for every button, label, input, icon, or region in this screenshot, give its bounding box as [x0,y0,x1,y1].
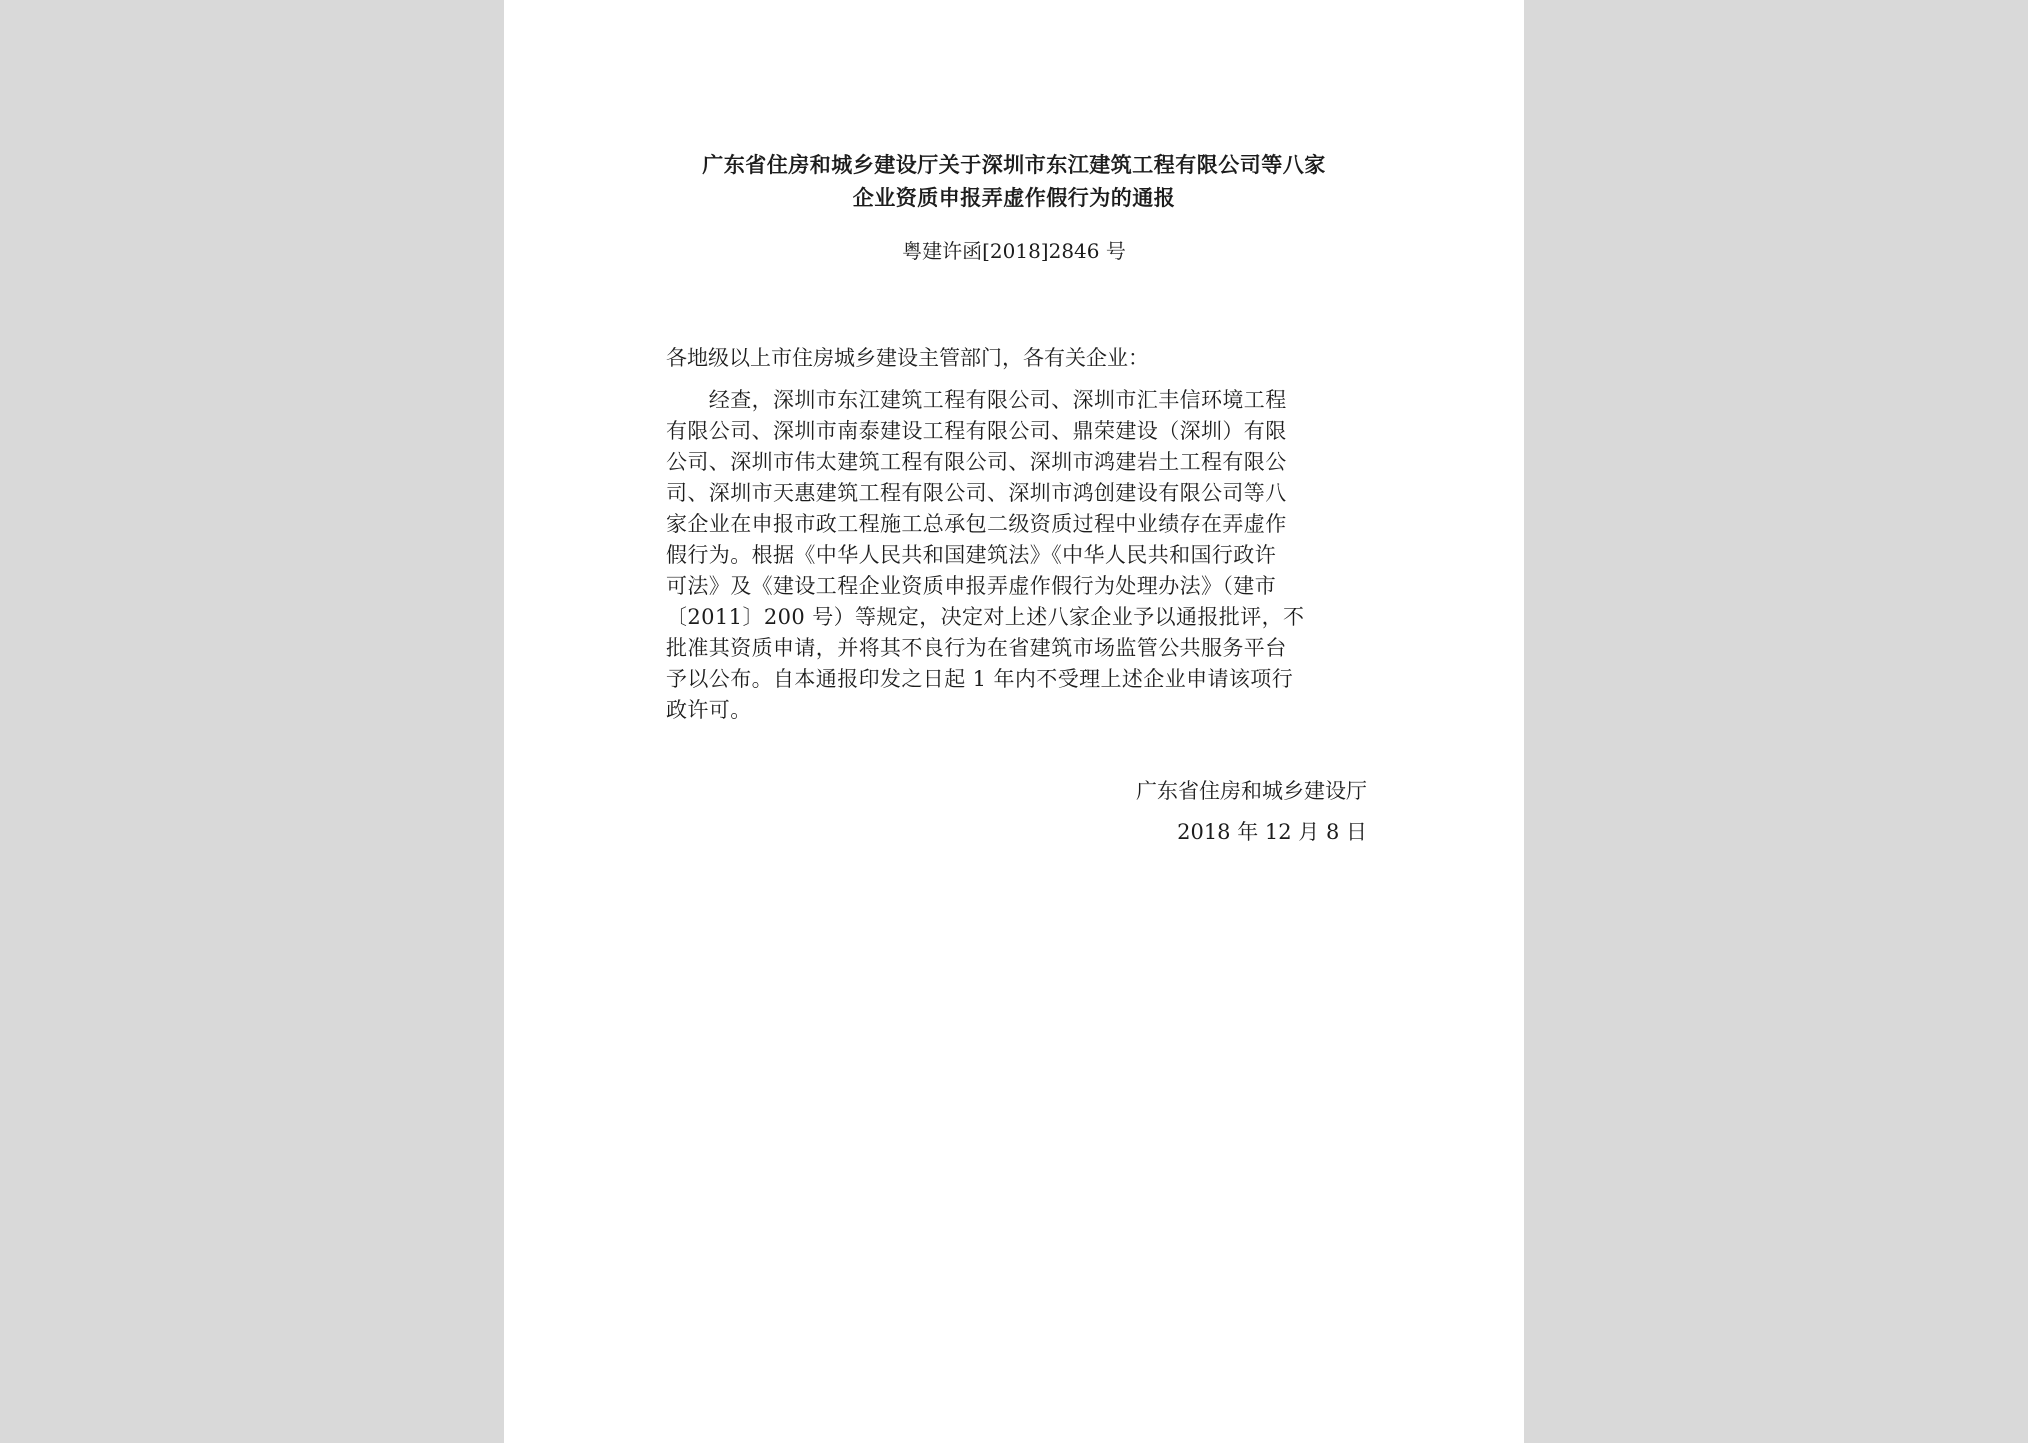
body-line: 家企业在申报市政工程施工总承包二级资质过程中业绩存在弄虚作 [666,512,1287,536]
document-title [504,148,1524,214]
body-line: 经查，深圳市东江建筑工程有限公司、深圳市汇丰信环境工程 [666,388,1287,412]
document-page [504,0,1524,1443]
body-line: 有限公司、深圳市南泰建设工程有限公司、鼎荣建设（深圳）有限 [666,419,1287,443]
title-line-2: 企业资质申报弄虚作假行为的通报 [852,185,1176,210]
body-line: 予以公布。自本通报印发之日起 1 年内不受理上述企业申请该项行 [666,667,1294,691]
body-line: 可法》及《建设工程企业资质申报弄虚作假行为处理办法》（建市 [666,574,1277,598]
issuing-authority: 广东省住房和城乡建设厅 [1136,779,1367,803]
body-line: 假行为。根据《中华人民共和国建筑法》《中华人民共和国行政许 [666,543,1277,567]
body-paragraph [666,385,1366,726]
body-line: 〔2011〕200 号）等规定，决定对上述八家企业予以通报批评，不 [666,605,1305,629]
body-line: 批准其资质申请，并将其不良行为在省建筑市场监管公共服务平台 [666,636,1287,660]
body-line: 政许可。 [666,698,752,722]
title-line-1: 广东省住房和城乡建设厅关于深圳市东江建筑工程有限公司等八家 [702,152,1326,177]
salutation: 各地级以上市住房城乡建设主管部门，各有关企业： [666,346,1149,370]
document-number: 粤建许函[2018]2846 号 [902,239,1126,263]
issue-date: 2018 年 12 月 8 日 [1177,820,1367,844]
body-line: 公司、深圳市伟太建筑工程有限公司、深圳市鸿建岩土工程有限公 [666,450,1287,474]
body-line: 司、深圳市天惠建筑工程有限公司、深圳市鸿创建设有限公司等八 [666,481,1287,505]
